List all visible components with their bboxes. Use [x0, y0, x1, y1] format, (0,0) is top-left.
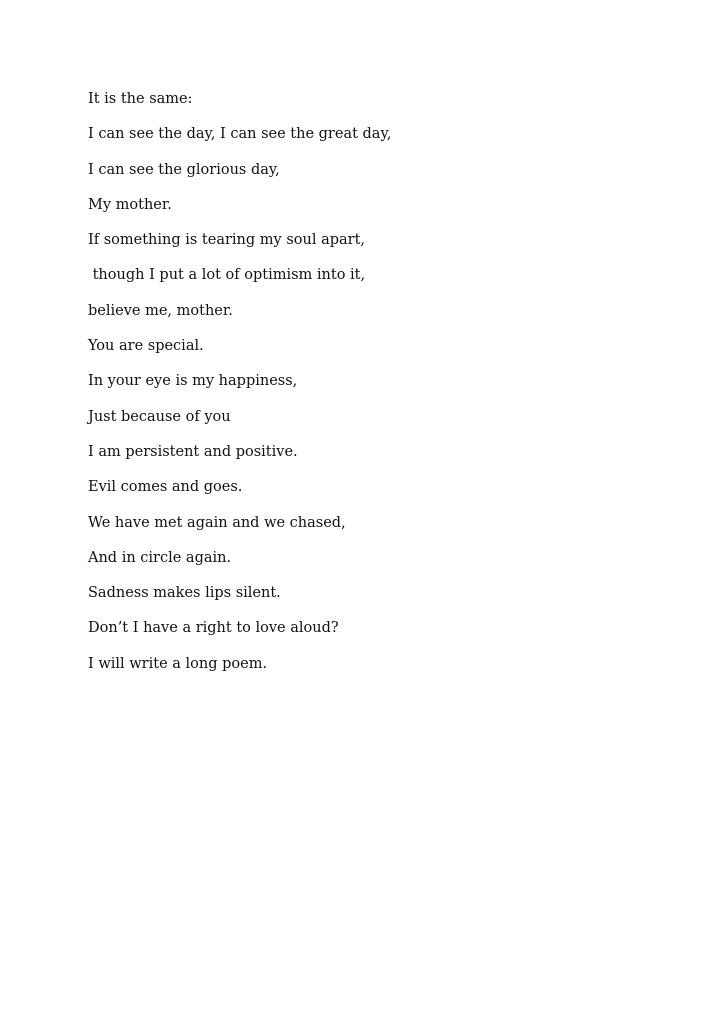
- poem-line: though I put a lot of optimism into it,: [88, 267, 366, 284]
- poem-body: [88, 88, 391, 688]
- poem-line: If something is tearing my soul apart,: [88, 232, 366, 249]
- poem-line: I can see the day, I can see the great day,: [88, 126, 392, 143]
- poem-line: My mother.: [88, 196, 172, 213]
- poem-line: We have met again and we chased,: [88, 514, 346, 531]
- poem-line: Sadness makes lips silent.: [88, 585, 281, 602]
- poem-line: Just because of you: [88, 408, 231, 425]
- poem-line: And in circle again.: [88, 549, 232, 566]
- poem-line: I can see the glorious day,: [88, 161, 280, 178]
- poem-line: believe me, mother.: [88, 302, 233, 319]
- poem-line: In your eye is my happiness,: [88, 373, 298, 390]
- poem-line: I will write a long poem.: [88, 655, 268, 672]
- poem-line: Evil comes and goes.: [88, 479, 243, 496]
- poem-line: I am persistent and positive.: [88, 443, 298, 460]
- poem-line: Don’t I have a right to love aloud?: [88, 620, 339, 637]
- poem-line: It is the same:: [88, 91, 193, 107]
- poem-line: You are special.: [88, 338, 204, 355]
